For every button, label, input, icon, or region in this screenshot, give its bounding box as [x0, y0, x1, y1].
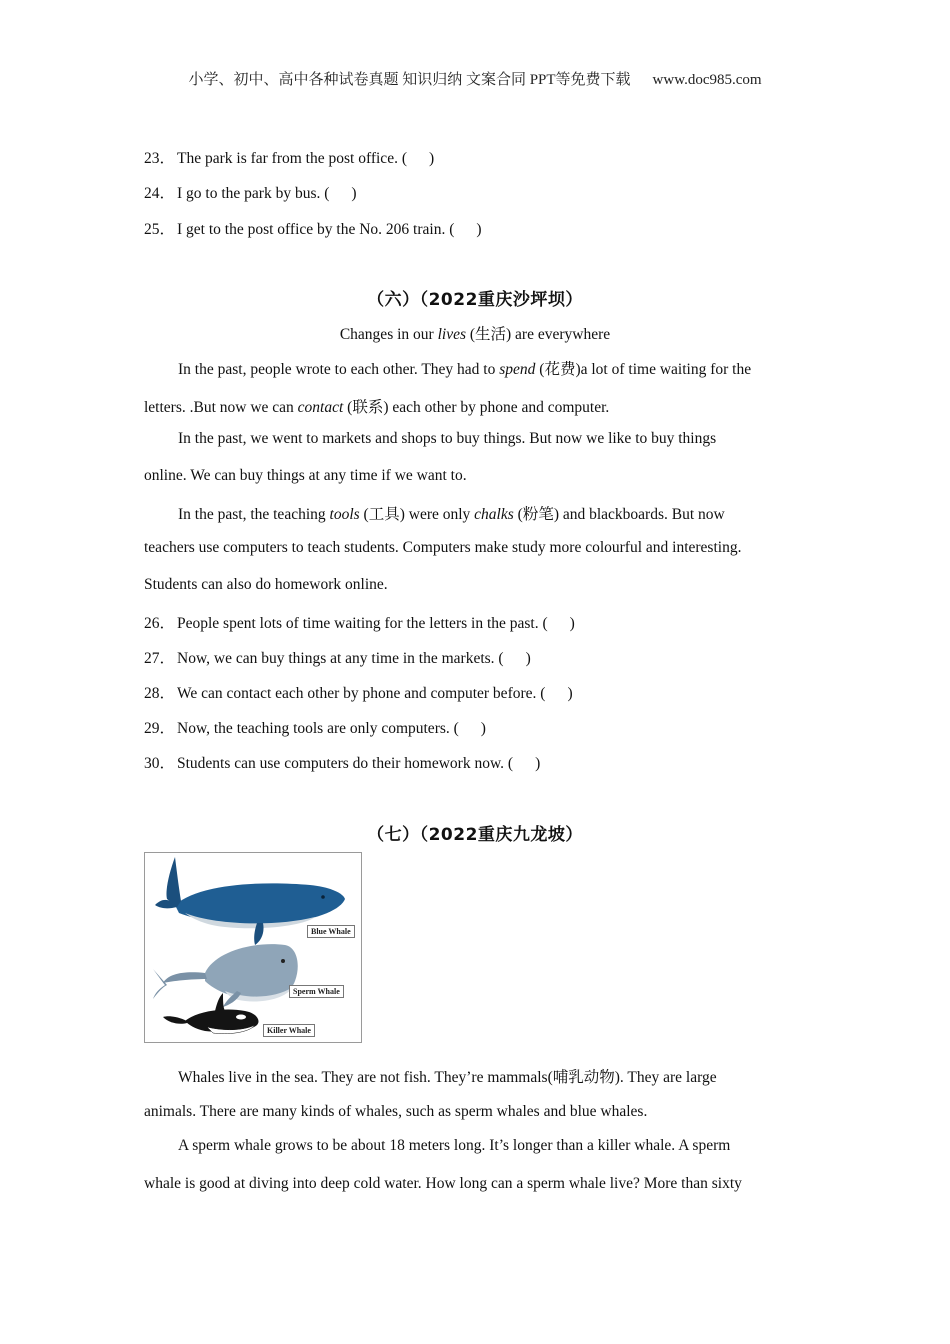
section-7-title: （七）（2022重庆九龙坡）: [367, 825, 583, 845]
whales-figure: [144, 852, 362, 1043]
blue-whale-label: Blue Whale: [307, 925, 355, 938]
question-28: 28． We can contact each other by phone and computer before. ( ): [144, 685, 573, 702]
question-27: 27． Now, we can buy things at any time in the markets. ( ): [144, 650, 531, 667]
killer-whale-label: Killer Whale: [263, 1024, 315, 1037]
section-6-title: （六）（2022重庆沙坪坝）: [367, 290, 583, 310]
page-header: [0, 68, 950, 89]
paragraph-line: online. We can buy things at any time if we want to.: [144, 467, 467, 484]
question-24: 24． I go to the park by bus. ( ): [144, 185, 357, 202]
question-30: 30． Students can use computers do their homework now. ( ): [144, 755, 541, 772]
paragraph-line: Students can also do homework online.: [144, 576, 388, 593]
header-site: www.doc985.com: [652, 72, 762, 88]
paragraph-line: whale is good at diving into deep cold water. How long can a sperm whale live? More than sixty: [144, 1175, 742, 1192]
paragraph-line: In the past, the teaching tools (工具) were only chalks (粉笔) and blackboards. But now: [178, 506, 725, 523]
paragraph-line: A sperm whale grows to be about 18 meters long. It’s longer than a killer whale. A sperm: [178, 1137, 731, 1154]
paragraph-line: teachers use computers to teach students. Computers make study more colourful and interesting.: [144, 539, 742, 556]
paragraph-line: animals. There are many kinds of whales, such as sperm whales and blue whales.: [144, 1103, 648, 1120]
question-23: 23． The park is far from the post office. ( ): [144, 150, 435, 167]
question-25: 25． I get to the post office by the No. 206 train. ( ): [144, 221, 482, 238]
whales-illustration: [145, 853, 361, 1042]
paragraph-line: In the past, we went to markets and shops to buy things. But now we like to buy things: [178, 430, 717, 447]
header-text: 小学、初中、高中各种试卷真题 知识归纳 文案合同 PPT等免费下载: [188, 72, 631, 88]
sperm-whale-label: Sperm Whale: [289, 985, 344, 998]
paragraph-line: Whales live in the sea. They are not fish. They’re mammals(哺乳动物). They are large: [178, 1069, 717, 1086]
question-29: 29． Now, the teaching tools are only computers. ( ): [144, 720, 486, 737]
passage-title: Changes in our lives (生活) are everywhere: [339, 326, 611, 343]
paragraph-line: letters. .But now we can contact (联系) each other by phone and computer.: [144, 399, 610, 416]
paragraph-line: In the past, people wrote to each other. They had to spend (花费)a lot of time waiting for the: [178, 361, 752, 378]
sperm-whale-image: [153, 944, 298, 1007]
question-26: 26． People spent lots of time waiting for the letters in the past. ( ): [144, 615, 575, 632]
